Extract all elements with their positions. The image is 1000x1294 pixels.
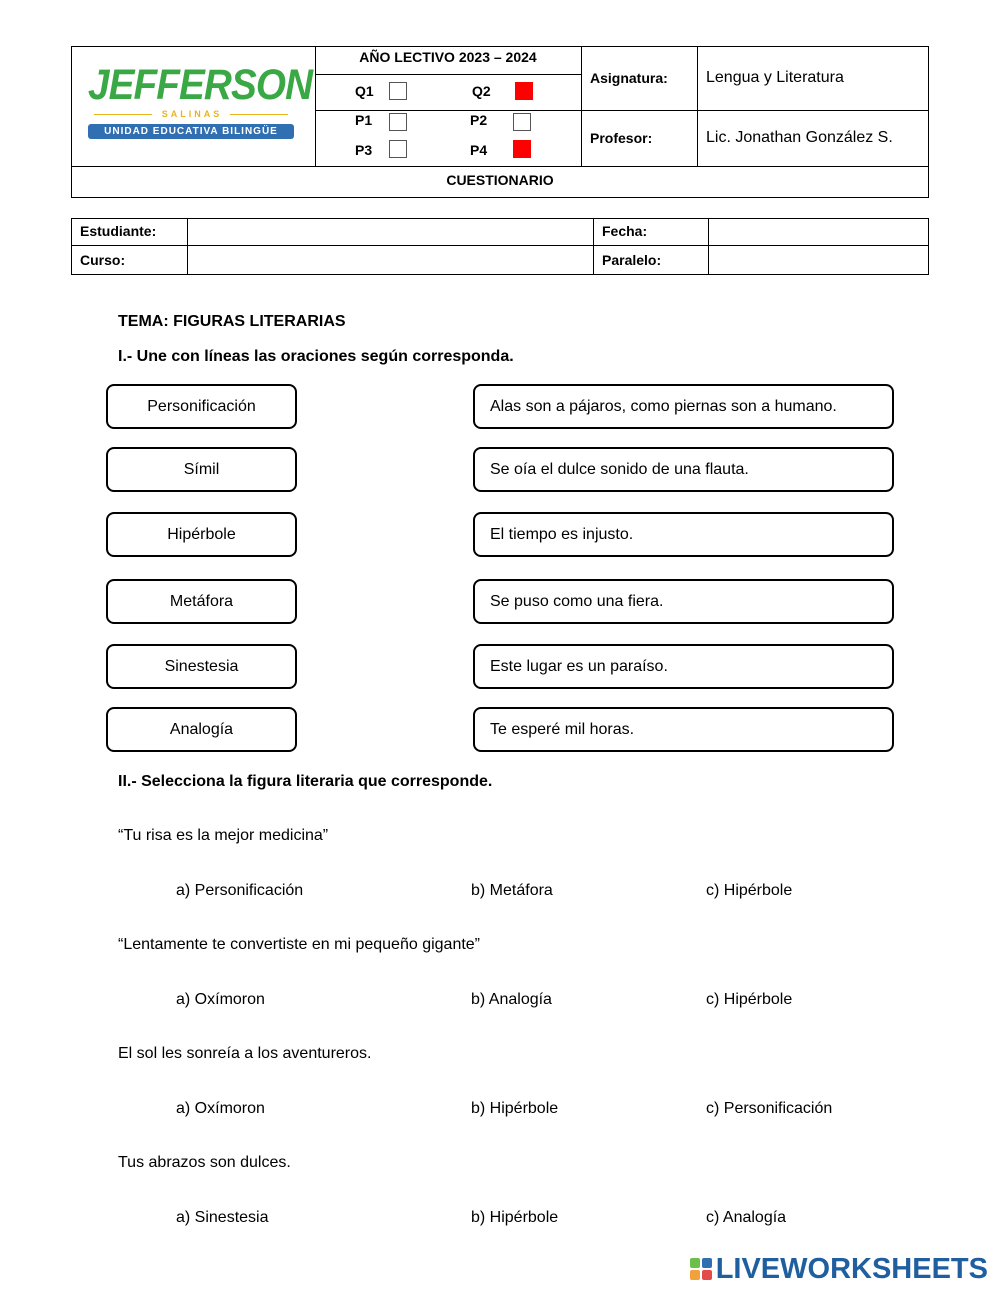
subject-label: Asignatura: [590, 70, 668, 86]
period-checkbox-p1[interactable] [389, 113, 407, 131]
liveworksheets-brand [690, 1253, 988, 1285]
sentence-box-6[interactable]: Te esperé mil horas. [473, 707, 894, 752]
sentence-box-1[interactable]: Alas son a pájaros, como piernas son a humano. [473, 384, 894, 429]
sentence-box-4[interactable]: Se puso como una fiera. [473, 579, 894, 624]
period-checkbox-p4[interactable] [513, 140, 531, 158]
question-2-option-a[interactable]: a) Oxímoron [176, 991, 265, 1008]
period-checkbox-p3[interactable] [389, 140, 407, 158]
term-box-simil[interactable]: Símil [106, 447, 297, 492]
header-divider [315, 74, 581, 75]
sentence-box-2[interactable]: Se oía el dulce sonido de una flauta. [473, 447, 894, 492]
school-year: AÑO LECTIVO 2023 – 2024 [359, 49, 537, 65]
date-field[interactable] [717, 222, 922, 242]
term-box-personificacion[interactable]: Personificación [106, 384, 297, 429]
student-label: Estudiante: [80, 223, 157, 239]
question-3-option-c[interactable]: c) Personificación [706, 1100, 833, 1117]
period-label-q2: Q2 [472, 83, 491, 99]
logo-tagline: UNIDAD EDUCATIVA BILINGÜE [88, 124, 294, 139]
teacher-value: Lic. Jonathan González S. [706, 129, 893, 146]
period-checkbox-q2[interactable] [515, 82, 533, 100]
question-prompt-1: “Tu risa es la mejor medicina” [118, 827, 329, 844]
term-box-sinestesia[interactable]: Sinestesia [106, 644, 297, 689]
section2-instruction: II.- Selecciona la figura literaria que corresponde. [118, 773, 493, 790]
table-divider [593, 219, 594, 274]
question-4-option-c[interactable]: c) Analogía [706, 1209, 787, 1226]
term-box-hiperbole[interactable]: Hipérbole [106, 512, 297, 557]
liveworksheets-logo-icon [690, 1258, 712, 1280]
period-label-p2: P2 [470, 112, 488, 128]
course-label: Curso: [80, 252, 126, 268]
course-field[interactable] [196, 250, 586, 270]
brand-text: LIVEWORKSHEETS [715, 1252, 988, 1285]
question-1-option-c[interactable]: c) Hipérbole [706, 882, 793, 899]
header-divider [315, 110, 928, 111]
topic-title: TEMA: FIGURAS LITERARIAS [118, 313, 346, 330]
student-info-table [71, 218, 929, 275]
period-checkbox-q1[interactable] [389, 82, 407, 100]
question-1-option-b[interactable]: b) Metáfora [471, 882, 553, 899]
question-1-option-a[interactable]: a) Personificación [176, 882, 304, 899]
table-divider [187, 219, 188, 274]
period-label-p4: P4 [470, 142, 488, 158]
section-label: Paralelo: [602, 252, 662, 268]
question-4-option-b[interactable]: b) Hipérbole [471, 1209, 559, 1226]
student-field[interactable] [196, 222, 586, 242]
sentence-box-3[interactable]: El tiempo es injusto. [473, 512, 894, 557]
table-divider [708, 219, 709, 274]
date-label: Fecha: [602, 223, 648, 239]
section1-instruction: I.- Une con líneas las oraciones según corresponda. [118, 348, 514, 365]
question-2-option-c[interactable]: c) Hipérbole [706, 991, 793, 1008]
header-divider [72, 166, 928, 167]
period-label-p3: P3 [355, 142, 373, 158]
period-checkbox-p2[interactable] [513, 113, 531, 131]
logo-subtitle: SALINAS [161, 109, 223, 119]
question-3-option-a[interactable]: a) Oxímoron [176, 1100, 265, 1117]
teacher-label: Profesor: [590, 130, 653, 146]
question-4-option-a[interactable]: a) Sinestesia [176, 1209, 269, 1226]
question-3-option-b[interactable]: b) Hipérbole [471, 1100, 559, 1117]
section-field[interactable] [717, 250, 922, 270]
question-2-option-b[interactable]: b) Analogía [471, 991, 552, 1008]
logo-rule [230, 114, 288, 115]
question-prompt-3: El sol les sonreía a los aventureros. [118, 1045, 372, 1062]
document-type: CUESTIONARIO [446, 172, 554, 188]
header-divider [697, 47, 698, 166]
header-table [71, 46, 929, 198]
table-divider [72, 245, 928, 246]
question-prompt-2: “Lentamente te convertiste en mi pequeño gigante” [118, 936, 481, 953]
logo-wordmark: JEFFERSON [88, 61, 313, 109]
period-label-q1: Q1 [355, 83, 374, 99]
term-box-metafora[interactable]: Metáfora [106, 579, 297, 624]
period-label-p1: P1 [355, 112, 373, 128]
question-prompt-4: Tus abrazos son dulces. [118, 1154, 291, 1171]
term-box-analogia[interactable]: Analogía [106, 707, 297, 752]
sentence-box-5[interactable]: Este lugar es un paraíso. [473, 644, 894, 689]
header-divider [581, 47, 582, 166]
subject-value: Lengua y Literatura [706, 69, 844, 86]
